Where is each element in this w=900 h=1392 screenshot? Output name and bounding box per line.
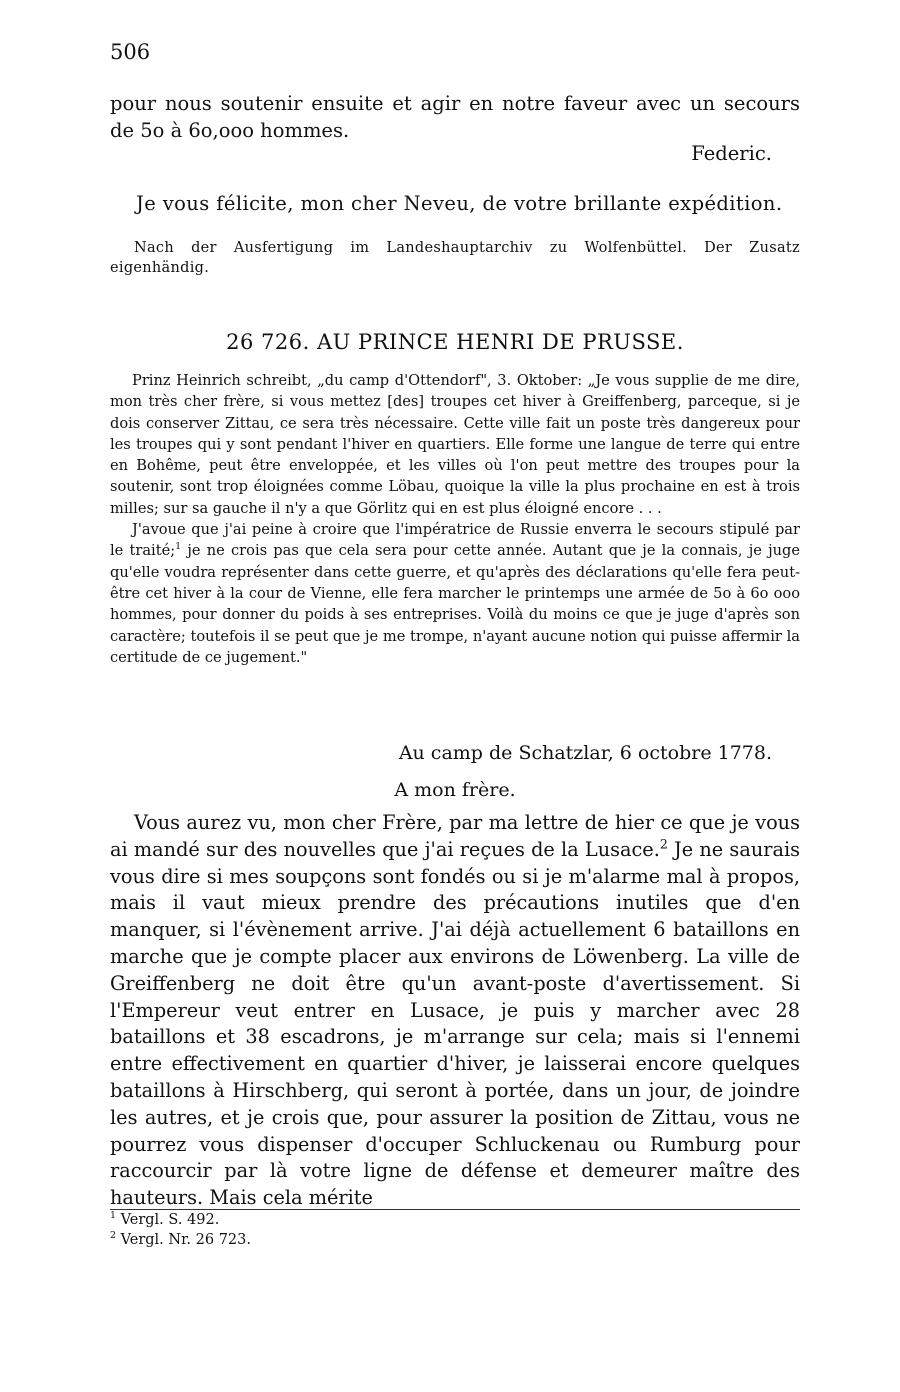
summary-paragraph-1: Prinz Heinrich schreibt, „du camp d'Ottendorf", 3. Oktober: „Je vous supplie de me dire, mon très cher frère, si vous mettez [des] troupes cet hiver à Greiffenberg, parceque, si je dois conserver Zittau, ce sera très nécessaire. Cette ville fait un poste très dangereux pour les troupes qui y sont pendant l'hiver en quartiers. Elle forme une langue de terre qui entre en Bohême, peut être enveloppée, et les villes où l'on peut mettre des troupes pour la soutenir, sont trop éloignées comme Löbau, quoique la ville la plus prochaine en est à trois milles; sur sa gauche il n'y a que Görlitz qui en est plus éloigné encore . . .: [110, 372, 800, 517]
source-note: Nach der Ausfertigung im Landeshauptarchiv zu Wolfenbüttel. Der Zusatz eigenhändig.: [110, 240, 800, 276]
summary-text: J'avoue que j'ai peine à croire que l'impératrice de Russie enverra le secours stipulé par le traité;: [110, 521, 800, 560]
footnote-text: Vergl. S. 492.: [120, 1212, 220, 1228]
previous-letter-ending: pour nous soutenir ensuite et agir en notre faveur avec un secours de 5o à 6o,ooo hommes.: [110, 92, 800, 142]
body-text: Vous aurez vu, mon cher Frère, par ma lettre de hier ce que je vous ai mandé sur des nouvelles que j'ai reçues de la Lusace.: [110, 811, 800, 861]
letter-title: 26 726. AU PRINCE HENRI DE PRUSSE.: [226, 330, 684, 354]
summary-text: je ne crois pas que cela sera pour cette année. Autant que je la connais, je juge qu'elle voudra représenter dans cette guerre, et qu'après des déclarations qu'elle fera peut-être cet hiver à la cour de Vienne, elle fera marcher le printemps une armée de 5o à 6o ooo hommes, pour donner du poids à ses entreprises. Voilà du moins ce que je juge d'après son caractère; toutefois il se peut que je me trompe, n'ayant aucune notion qui puisse affermir la certitude de ce jugement.": [110, 542, 800, 666]
footnote-ref-2[interactable]: 2: [659, 836, 668, 852]
postscript: Je vous félicite, mon cher Neveu, de votre brillante expédition.: [136, 192, 783, 215]
footnote-2: [110, 1230, 251, 1250]
signature: Federic.: [691, 142, 772, 165]
footnote-text: Vergl. Nr. 26 723.: [120, 1232, 251, 1248]
letter-body: [110, 810, 800, 1212]
footnote-1: [110, 1210, 251, 1230]
footnote-mark: 1: [110, 1210, 116, 1222]
footnote-ref-1[interactable]: 1: [175, 541, 182, 553]
summary-paragraph-2: [110, 519, 800, 668]
letter-summary: [110, 370, 800, 668]
dateline: Au camp de Schatzlar, 6 octobre 1778.: [398, 742, 772, 764]
page-number: 506: [110, 40, 151, 64]
footnote-mark: 2: [110, 1230, 116, 1242]
body-text: Je ne saurais vous dire si mes soupçons sont fondés ou si je m'alarme mal à propos, mais il vaut mieux prendre des précautions inutiles que d'en manquer, si l'évènement arrive. J'ai déjà actuellement 6 bataillons en marche que je compte placer aux environs de Löwenberg. La ville de Greiffenberg ne doit être qu'un avant-poste d'avertissement. Si l'Empereur veut entrer en Lusace, je puis y marcher avec 28 bataillons et 38 escadrons, je m'arrange sur cela; mais si l'ennemi entre effectivement en quartier d'hiver, je laisserai encore quelques bataillons à Hirschberg, qui seront à portée, dans un jour, de joindre les autres, et je crois que, pour assurer la position de Zittau, vous ne pourrez vous dispenser d'occuper Schluckenau ou Rumburg pour raccourcir par là votre ligne de défense et demeurer maître des hauteurs. Mais cela mérite: [110, 837, 801, 1210]
salutation: A mon frère.: [394, 779, 516, 801]
footnotes: [110, 1210, 251, 1250]
